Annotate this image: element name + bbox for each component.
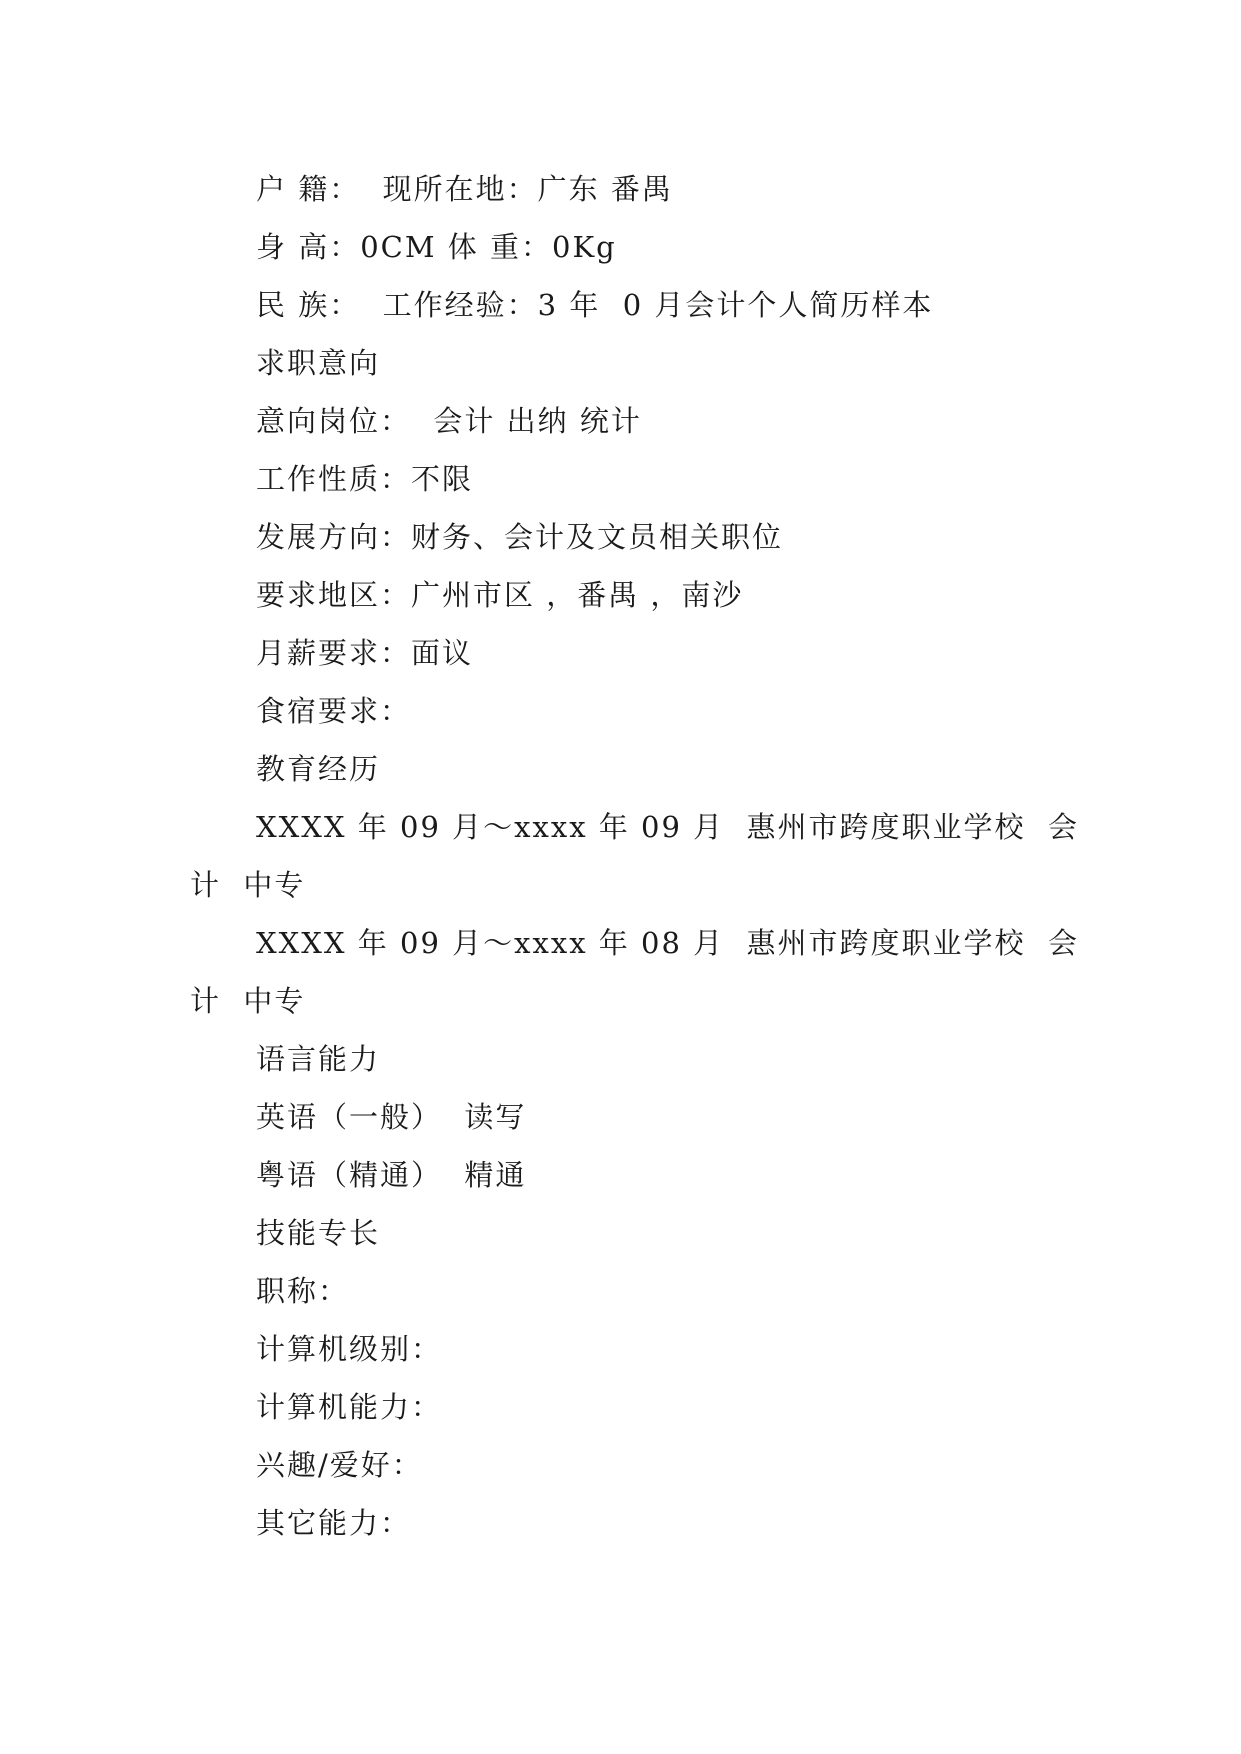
salary-line: 月薪要求：面议 xyxy=(256,636,474,670)
registered-residence-line: 户 籍： 现所在地：广东 番禺 xyxy=(256,172,673,206)
language-cantonese: 粤语（精通） 精通 xyxy=(256,1158,527,1192)
education-entry-1-continued: 计 中专 xyxy=(190,868,306,902)
computer-ability-line: 计算机能力： xyxy=(256,1390,443,1424)
job-type-line: 工作性质：不限 xyxy=(256,462,474,496)
interests-line: 兴趣/爱好： xyxy=(256,1448,423,1482)
skills-heading: 技能专长 xyxy=(256,1216,381,1250)
language-english: 英语（一般） 读写 xyxy=(256,1100,527,1134)
ethnicity-experience-line: 民 族： 工作经验：3 年 0 月会计个人简历样本 xyxy=(256,288,934,322)
education-entry-1: XXXX 年 09 月～xxxx 年 09 月 惠州市跨度职业学校 会 xyxy=(256,810,1079,844)
desired-position-line: 意向岗位： 会计 出纳 统计 xyxy=(256,404,642,438)
resume-body xyxy=(190,160,1079,1552)
title-line: 职称： xyxy=(256,1274,350,1308)
education-heading: 教育经历 xyxy=(256,752,381,786)
language-heading: 语言能力 xyxy=(256,1042,381,1076)
other-abilities-line: 其它能力： xyxy=(256,1506,412,1540)
computer-level-line: 计算机级别： xyxy=(256,1332,443,1366)
education-entry-2: XXXX 年 09 月～xxxx 年 08 月 惠州市跨度职业学校 会 xyxy=(256,926,1079,960)
career-direction-line: 发展方向：财务、会计及文员相关职位 xyxy=(256,520,784,554)
accommodation-line: 食宿要求： xyxy=(256,694,412,728)
job-intention-heading: 求职意向 xyxy=(256,346,381,380)
height-weight-line: 身 高：0CM 体 重：0Kg xyxy=(256,230,617,264)
preferred-region-line: 要求地区：广州市区 ，番禺 ，南沙 xyxy=(256,578,744,612)
education-entry-2-continued: 计 中专 xyxy=(190,984,306,1018)
